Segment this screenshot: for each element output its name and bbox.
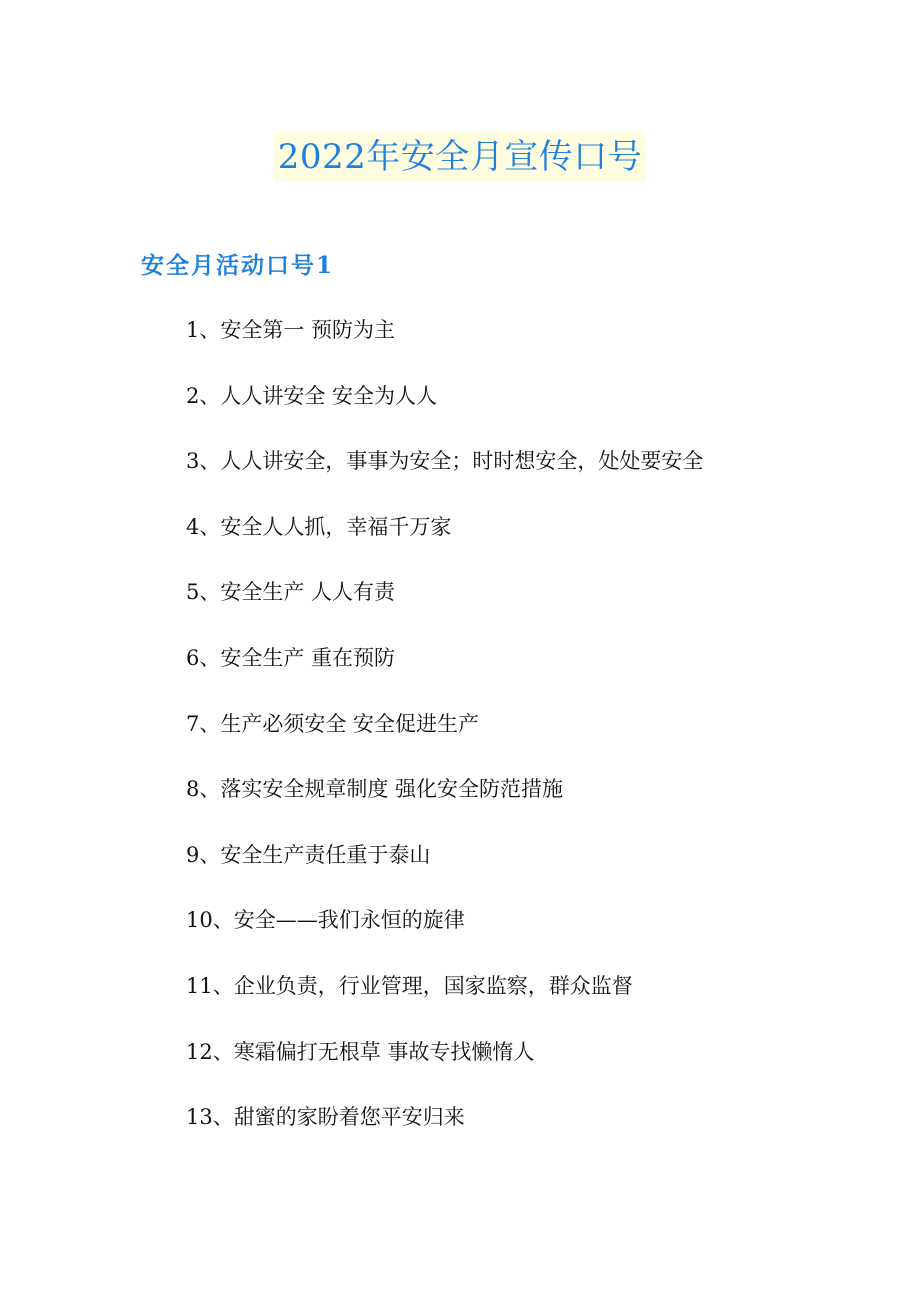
- slogan-item: 13、甜蜜的家盼着您平安归来: [186, 1105, 465, 1130]
- slogan-item: 4、安全人人抓，幸福千万家: [186, 514, 452, 539]
- slogan-item: 6、安全生产 重在预防: [186, 645, 396, 670]
- page-title: 2022年安全月宣传口号: [274, 132, 647, 182]
- slogan-item: 8、落实安全规章制度 强化安全防范措施: [186, 777, 564, 802]
- slogan-item: 12、寒霜偏打无根草 事故专找懒惰人: [186, 1039, 535, 1064]
- slogan-item: 7、生产必须安全 安全促进生产: [186, 711, 480, 736]
- slogan-item: 11、企业负责，行业管理，国家监察，群众监督: [186, 973, 633, 998]
- slogan-item: 2、人人讲安全 安全为人人: [186, 383, 438, 408]
- slogan-item: 10、安全——我们永恒的旋律: [186, 908, 465, 933]
- slogan-list: [186, 312, 703, 1165]
- page-title-container: [0, 132, 920, 182]
- slogan-item: 1、安全第一 预防为主: [186, 318, 396, 342]
- section-heading: 安全月活动口号1: [141, 252, 335, 279]
- slogan-item: 9、安全生产责任重于泰山: [186, 842, 431, 867]
- slogan-item: 5、安全生产 人人有责: [186, 580, 396, 605]
- slogan-item: 3、人人讲安全，事事为安全；时时想安全，处处要安全: [186, 449, 704, 474]
